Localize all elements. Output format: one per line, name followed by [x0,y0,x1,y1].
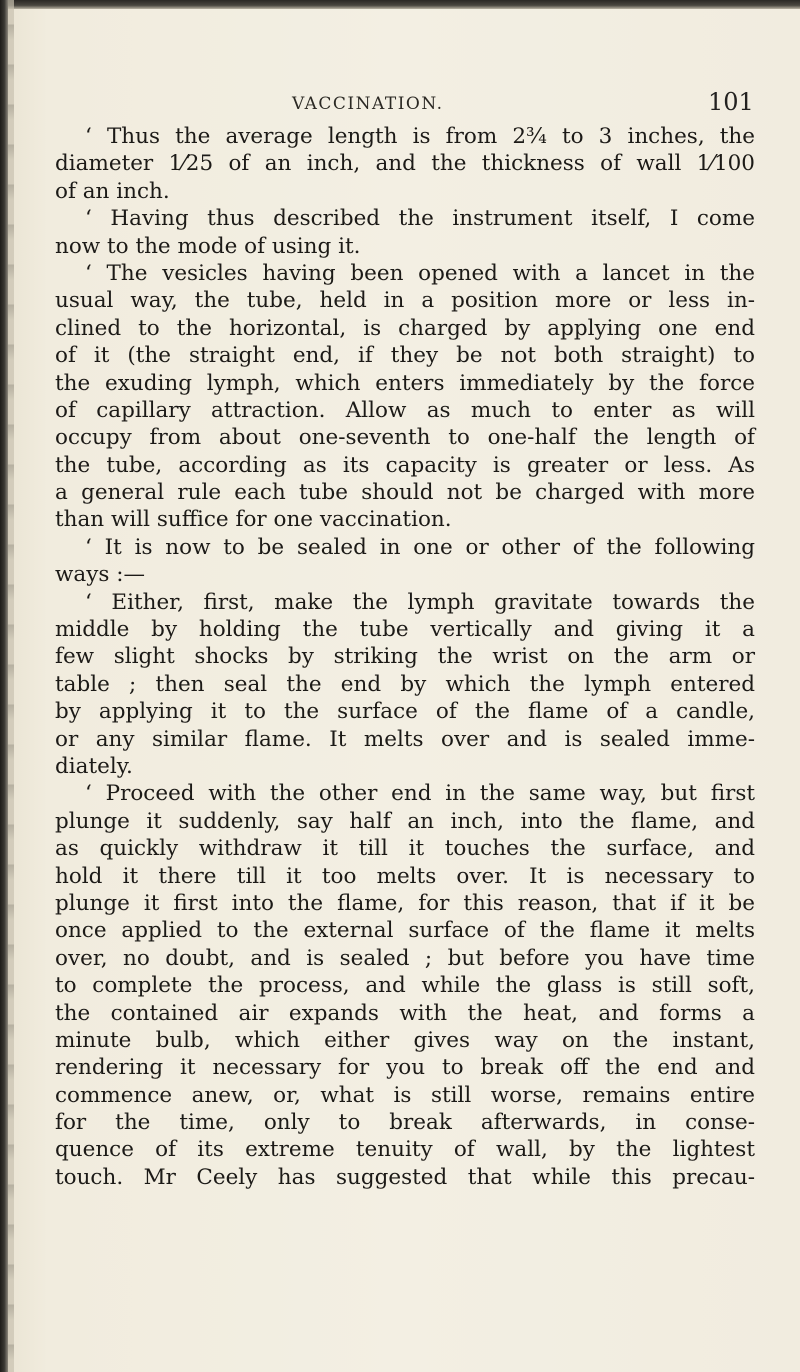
text-line: table ; then seal the end by which the lymph entered [55,671,755,697]
book-gutter [0,0,8,1372]
text-line: than will suffice for one vaccination. [55,507,452,533]
text-line: of an inch. [55,178,170,204]
text-line: commence anew, or, what is still worse, remains entire [55,1082,755,1108]
text-line: minute bulb, which either gives way on the instant, [55,1027,755,1053]
running-head-title: VACCINATION. [292,94,444,114]
text-line: over, no doubt, and is sealed ; but before you have time [55,945,755,971]
page-top-shadow [0,0,800,9]
text-line: once applied to the external surface of the flame it melts [55,918,755,944]
text-line: rendering it necessary for you to break off the end and [55,1055,755,1081]
body-text [55,123,755,1191]
text-line: the exuding lymph, which enters immediately by the force [55,370,755,396]
text-line: ‘ It is now to be sealed in one or other of the following [85,534,755,560]
text-line: the tube, according as its capacity is greater or less. As [55,452,755,478]
text-line: touch. Mr Ceely has suggested that while this precau- [55,1164,755,1190]
text-line: ‘ Thus the average length is from 2¾ to 3 inches, the [85,124,755,149]
text-line: plunge it first into the flame, for this reason, that if it be [55,890,755,916]
text-line: diameter 1⁄25 of an inch, and the thickness of wall 1⁄100 [55,151,755,177]
text-line: as quickly withdraw it till it touches the surface, and [55,836,755,862]
text-line: few slight shocks by striking the wrist on the arm or [55,644,755,670]
text-line: clined to the horizontal, is charged by applying one end [55,315,755,341]
text-line: hold it there till it too melts over. It is necessary to [55,863,755,889]
text-line: a general rule each tube should not be charged with more [55,480,755,506]
text-line: diately. [55,753,133,779]
text-line: occupy from about one-seventh to one-half the length of [55,425,755,451]
text-line: of it (the straight end, if they be not both straight) to [55,343,755,369]
text-line: ‘ Having thus described the instrument itself, I come [85,206,755,232]
text-line: of capillary attraction. Allow as much to enter as will [55,397,755,423]
text-line: for the time, only to break afterwards, in conse- [55,1110,755,1136]
text-line: ‘ The vesicles having been opened with a lancet in the [85,260,755,286]
text-line: usual way, the tube, held in a position more or less in- [55,288,755,314]
text-line: middle by holding the tube vertically and giving it a [55,617,755,643]
text-line: by applying it to the surface of the flame of a candle, [55,699,755,725]
text-line: plunge it suddenly, say half an inch, into the flame, and [55,808,755,834]
text-line: or any similar flame. It melts over and is sealed imme- [55,726,755,752]
book-gutter-edge [8,0,14,1372]
text-line: to complete the process, and while the glass is still soft, [55,973,755,999]
text-line: now to the mode of using it. [55,233,361,259]
text-line: the contained air expands with the heat, and forms a [55,1000,755,1026]
page-number: 101 [708,88,754,116]
text-line: ways :— [55,562,145,588]
text-line: ‘ Proceed with the other end in the same way, but first [85,781,755,807]
text-line: ‘ Either, first, make the lymph gravitate towards the [85,589,755,615]
running-head [0,88,800,118]
text-line: quence of its extreme tenuity of wall, by the lightest [55,1137,755,1163]
